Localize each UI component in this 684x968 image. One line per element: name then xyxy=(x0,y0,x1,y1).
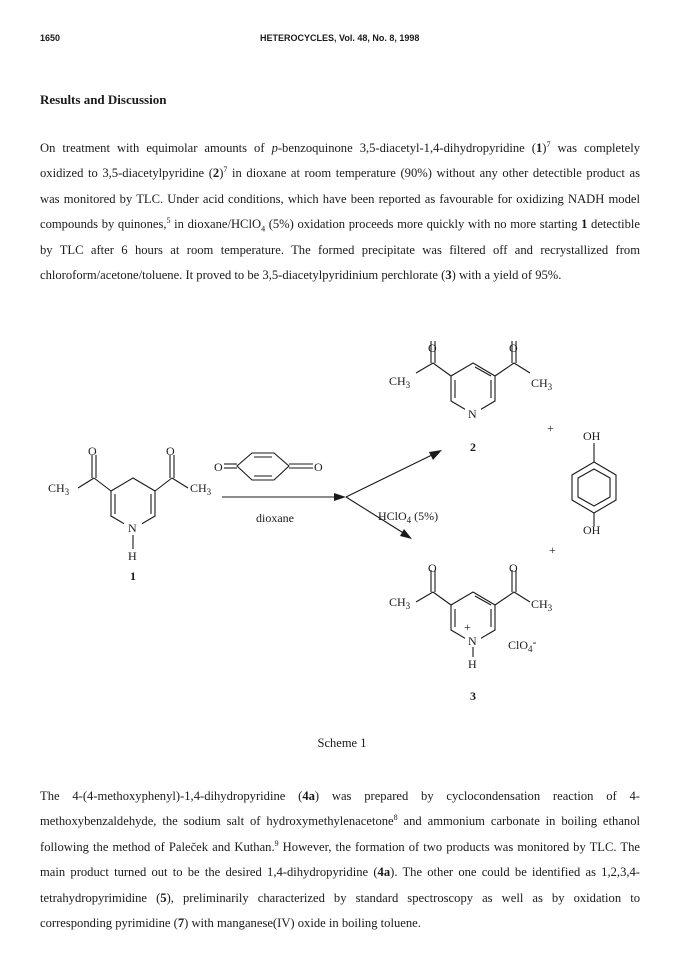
c2-methyl-right: $CH_3$ xyxy=(531,376,553,392)
journal-citation: HETEROCYCLES, Vol. 48, No. 8, 1998 xyxy=(260,33,420,43)
perchlorate-counterion: ClO$_4$- xyxy=(508,635,537,654)
plus-sign-upper: + xyxy=(547,421,554,435)
c3-methyl-left: $CH_3$ xyxy=(389,595,411,611)
c1-methyl-right: $CH_3$ xyxy=(190,481,212,497)
c3-nitrogen: N xyxy=(468,634,477,648)
compound-label-3: 3 xyxy=(470,689,476,703)
c2-oxygen-left: O xyxy=(428,341,437,355)
arrow-to-2 xyxy=(346,453,436,497)
plus-sign-lower: + xyxy=(549,543,556,557)
c3-positive-charge: + xyxy=(464,620,471,634)
c3-oxygen-right: O xyxy=(509,561,518,575)
hydroquinone-oh-top: OH xyxy=(583,429,601,443)
paragraph-1: On treatment with equimolar amounts of p-benzoquinone 3,5-diacetyl-1,4-dihydropyridine $(1)^7$ was completely oxidized to 3,5-diacetylpyridine $(2)^7$ in dioxane at room temperature (90%) without any other detectible product as was monitored by TLC. Under acid conditions, which have been reported as favourable for oxidizing NADH model compounds by quinones,$^5$ in dioxane/HClO$_4$ (5%) oxidation proceeds more quickly with no more starting 1 detectible by TLC after 6 hours at room temperature. The formed precipitate was filtered off and recrystallized from chloroform/acetone/toluene. It proved to be 3,5-diacetylpyridinium perchlorate (3) with a yield of 95%. xyxy=(40,139,641,283)
c1-methyl-left: $CH_3$ xyxy=(48,481,70,497)
c3-oxygen-left: O xyxy=(428,561,437,575)
benzoquinone-structure xyxy=(224,453,313,480)
quinone-oxygen-right: O xyxy=(314,460,323,474)
c1-oxygen-right: O xyxy=(166,444,175,458)
c1-nitrogen: N xyxy=(128,521,137,535)
c2-oxygen-right: O xyxy=(509,341,518,355)
compound-label-2: 2 xyxy=(470,440,476,454)
quinone-oxygen-left: O xyxy=(214,460,223,474)
c1-hydrogen: H xyxy=(128,549,137,563)
reaction-scheme xyxy=(0,330,684,730)
page-number: 1650 xyxy=(40,33,61,43)
acid-label: HClO$_4$ (5%) xyxy=(378,509,439,525)
solvent-label: dioxane xyxy=(256,511,294,525)
hydroquinone-oh-bottom: OH xyxy=(583,523,601,537)
c1-oxygen-left: O xyxy=(88,444,97,458)
paragraph-2: The 4-(4-methoxyphenyl)-1,4-dihydropyridine (4a) was prepared by cyclocondensation reaction of 4-methoxybenzaldehyde, the sodium salt of hydroxymethylenacetone$^8$ and ammonium carbonate in boiling ethanol following the method of Paleček and Kuthan.$^9$ However, the formation of two products was monitored by TLC. The main product turned out to be the desired 1,4-dihydropyridine (4a). The other one could be identified as 1,2,3,4-tetrahydropyrimidine (5), preliminarily characterized by standard spectroscopy as well as by oxidation to corresponding pyrimidine (7) with manganese(IV) oxide in boiling toluene. xyxy=(40,789,641,931)
c3-hydrogen: H xyxy=(468,657,477,671)
c2-nitrogen: N xyxy=(468,407,477,421)
section-heading: Results and Discussion xyxy=(40,92,167,107)
scheme-caption: Scheme 1 xyxy=(317,736,367,750)
c3-methyl-right: $CH_3$ xyxy=(531,597,553,613)
compound-label-1: 1 xyxy=(130,569,136,583)
c2-methyl-left: $CH_3$ xyxy=(389,374,411,390)
hydroquinone-structure xyxy=(572,443,616,526)
